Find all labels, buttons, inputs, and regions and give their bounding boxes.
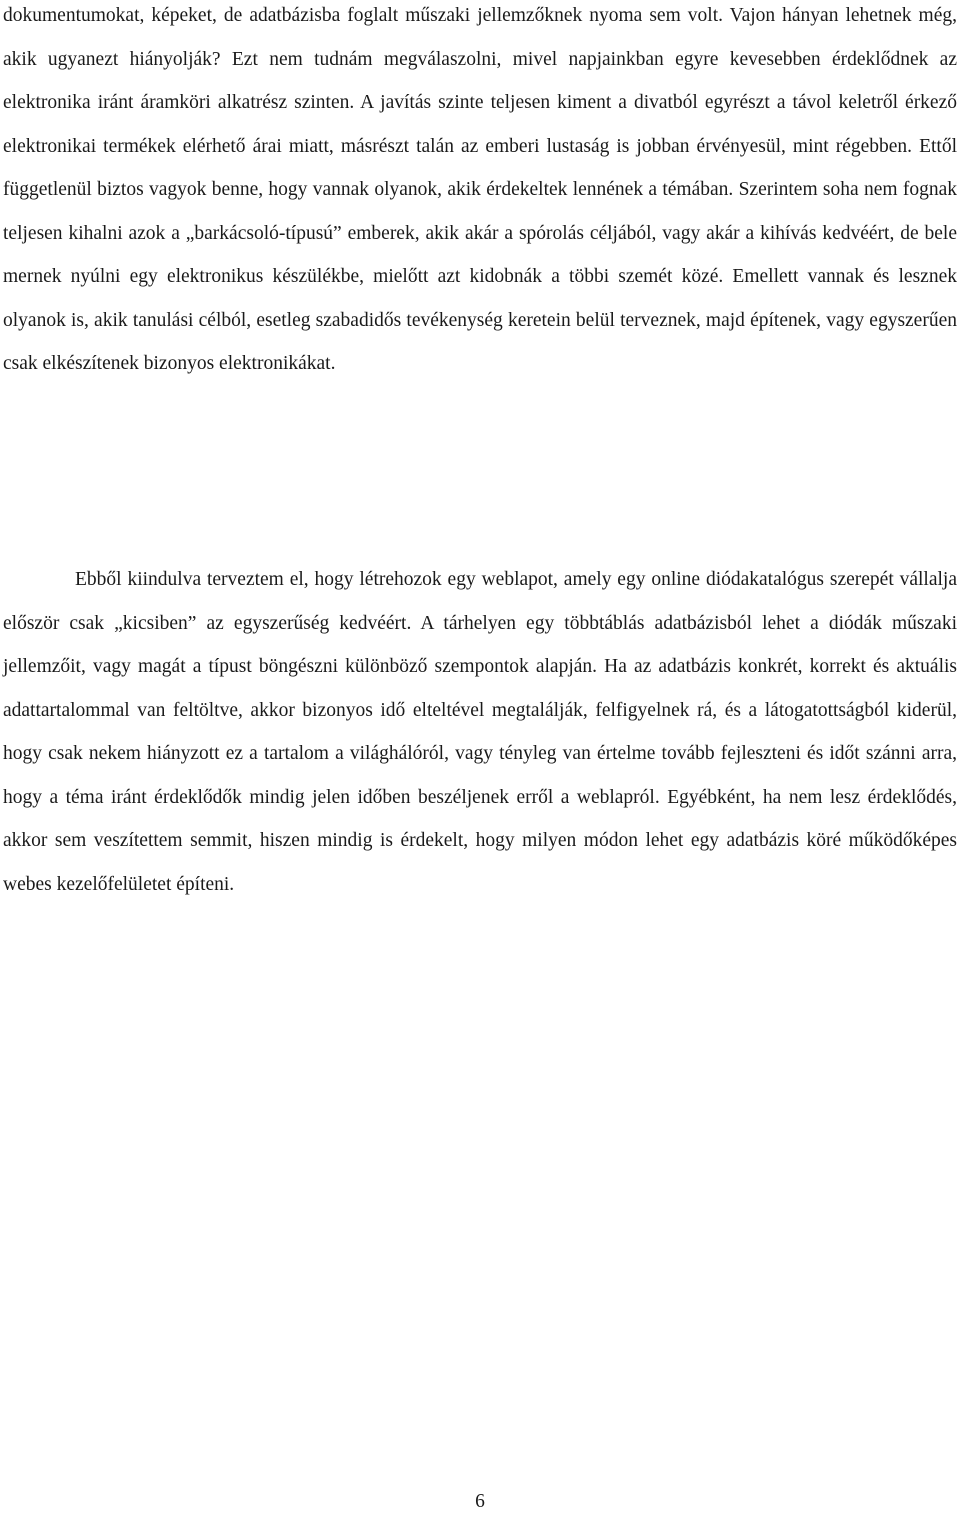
- body-paragraph: Ebből kiindulva terveztem el, hogy létrehozok egy weblapot, amely egy online diódakatalógus szerepét vállalja először csak „kicsiben” az egyszerűség kedvéért. A tárhelyen egy többtáblás adatbázisból lehet a diódák műszaki jellemzőit, vagy magát a típust böngészni különböző szempontok alapján. Ha az adatbázis konkrét, korrekt és aktuális adattartalommal van feltöltve, akkor bizonyos idő elteltével megtalálják, felfigyelnek rá, és a látogatottságból kiderül, hogy csak nekem hiányzott ez a tartalom a világhálóról, vagy tényleg van értelme tovább fejleszteni és időt szánni arra, hogy a téma iránt érdeklődők mindig jelen időben beszéljenek erről a weblapról. Egyébként, ha nem lesz érdeklődés, akkor sem veszítettem semmit, hiszen mindig is érdekelt, hogy milyen módon lehet egy adatbázis köré működőképes webes kezelőfelületet építeni.: [3, 569, 957, 895]
- page-number: 6: [475, 1491, 485, 1512]
- body-paragraph: dokumentumokat, képeket, de adatbázisba foglalt műszaki jellemzőknek nyoma sem volt. Vajon hányan lehetnek még, akik ugyanezt hiányolják? Ezt nem tudnám megválaszolni, mivel napjainkban egyre kevesebben érdeklődnek az elektronika iránt áramköri alkatrész szinten. A javítás szinte teljesen kiment a divatból egyrészt a távol keletről érkező elektronikai termékek elérhető árai miatt, másrészt talán az emberi lustaság is jobban érvényesül, mint régebben. Ettől függetlenül biztos vagyok benne, hogy vannak olyanok, akik érdekeltek lennének a témában. Szerintem soha nem fognak teljesen kihalni azok a „barkácsoló-típusú” emberek, akik akár a spórolás céljából, vagy akár a kihívás kedvéért, de bele mernek nyúlni egy elektronikus készülékbe, mielőtt azt kidobnák a többi szemét közé. Emellett vannak és lesznek olyanok is, akik tanulási célból, esetleg szabadidős tevékenység keretein belül terveznek, majd építenek, vagy egyszerűen csak elkészítenek bizonyos elektronikákat.: [3, 5, 957, 374]
